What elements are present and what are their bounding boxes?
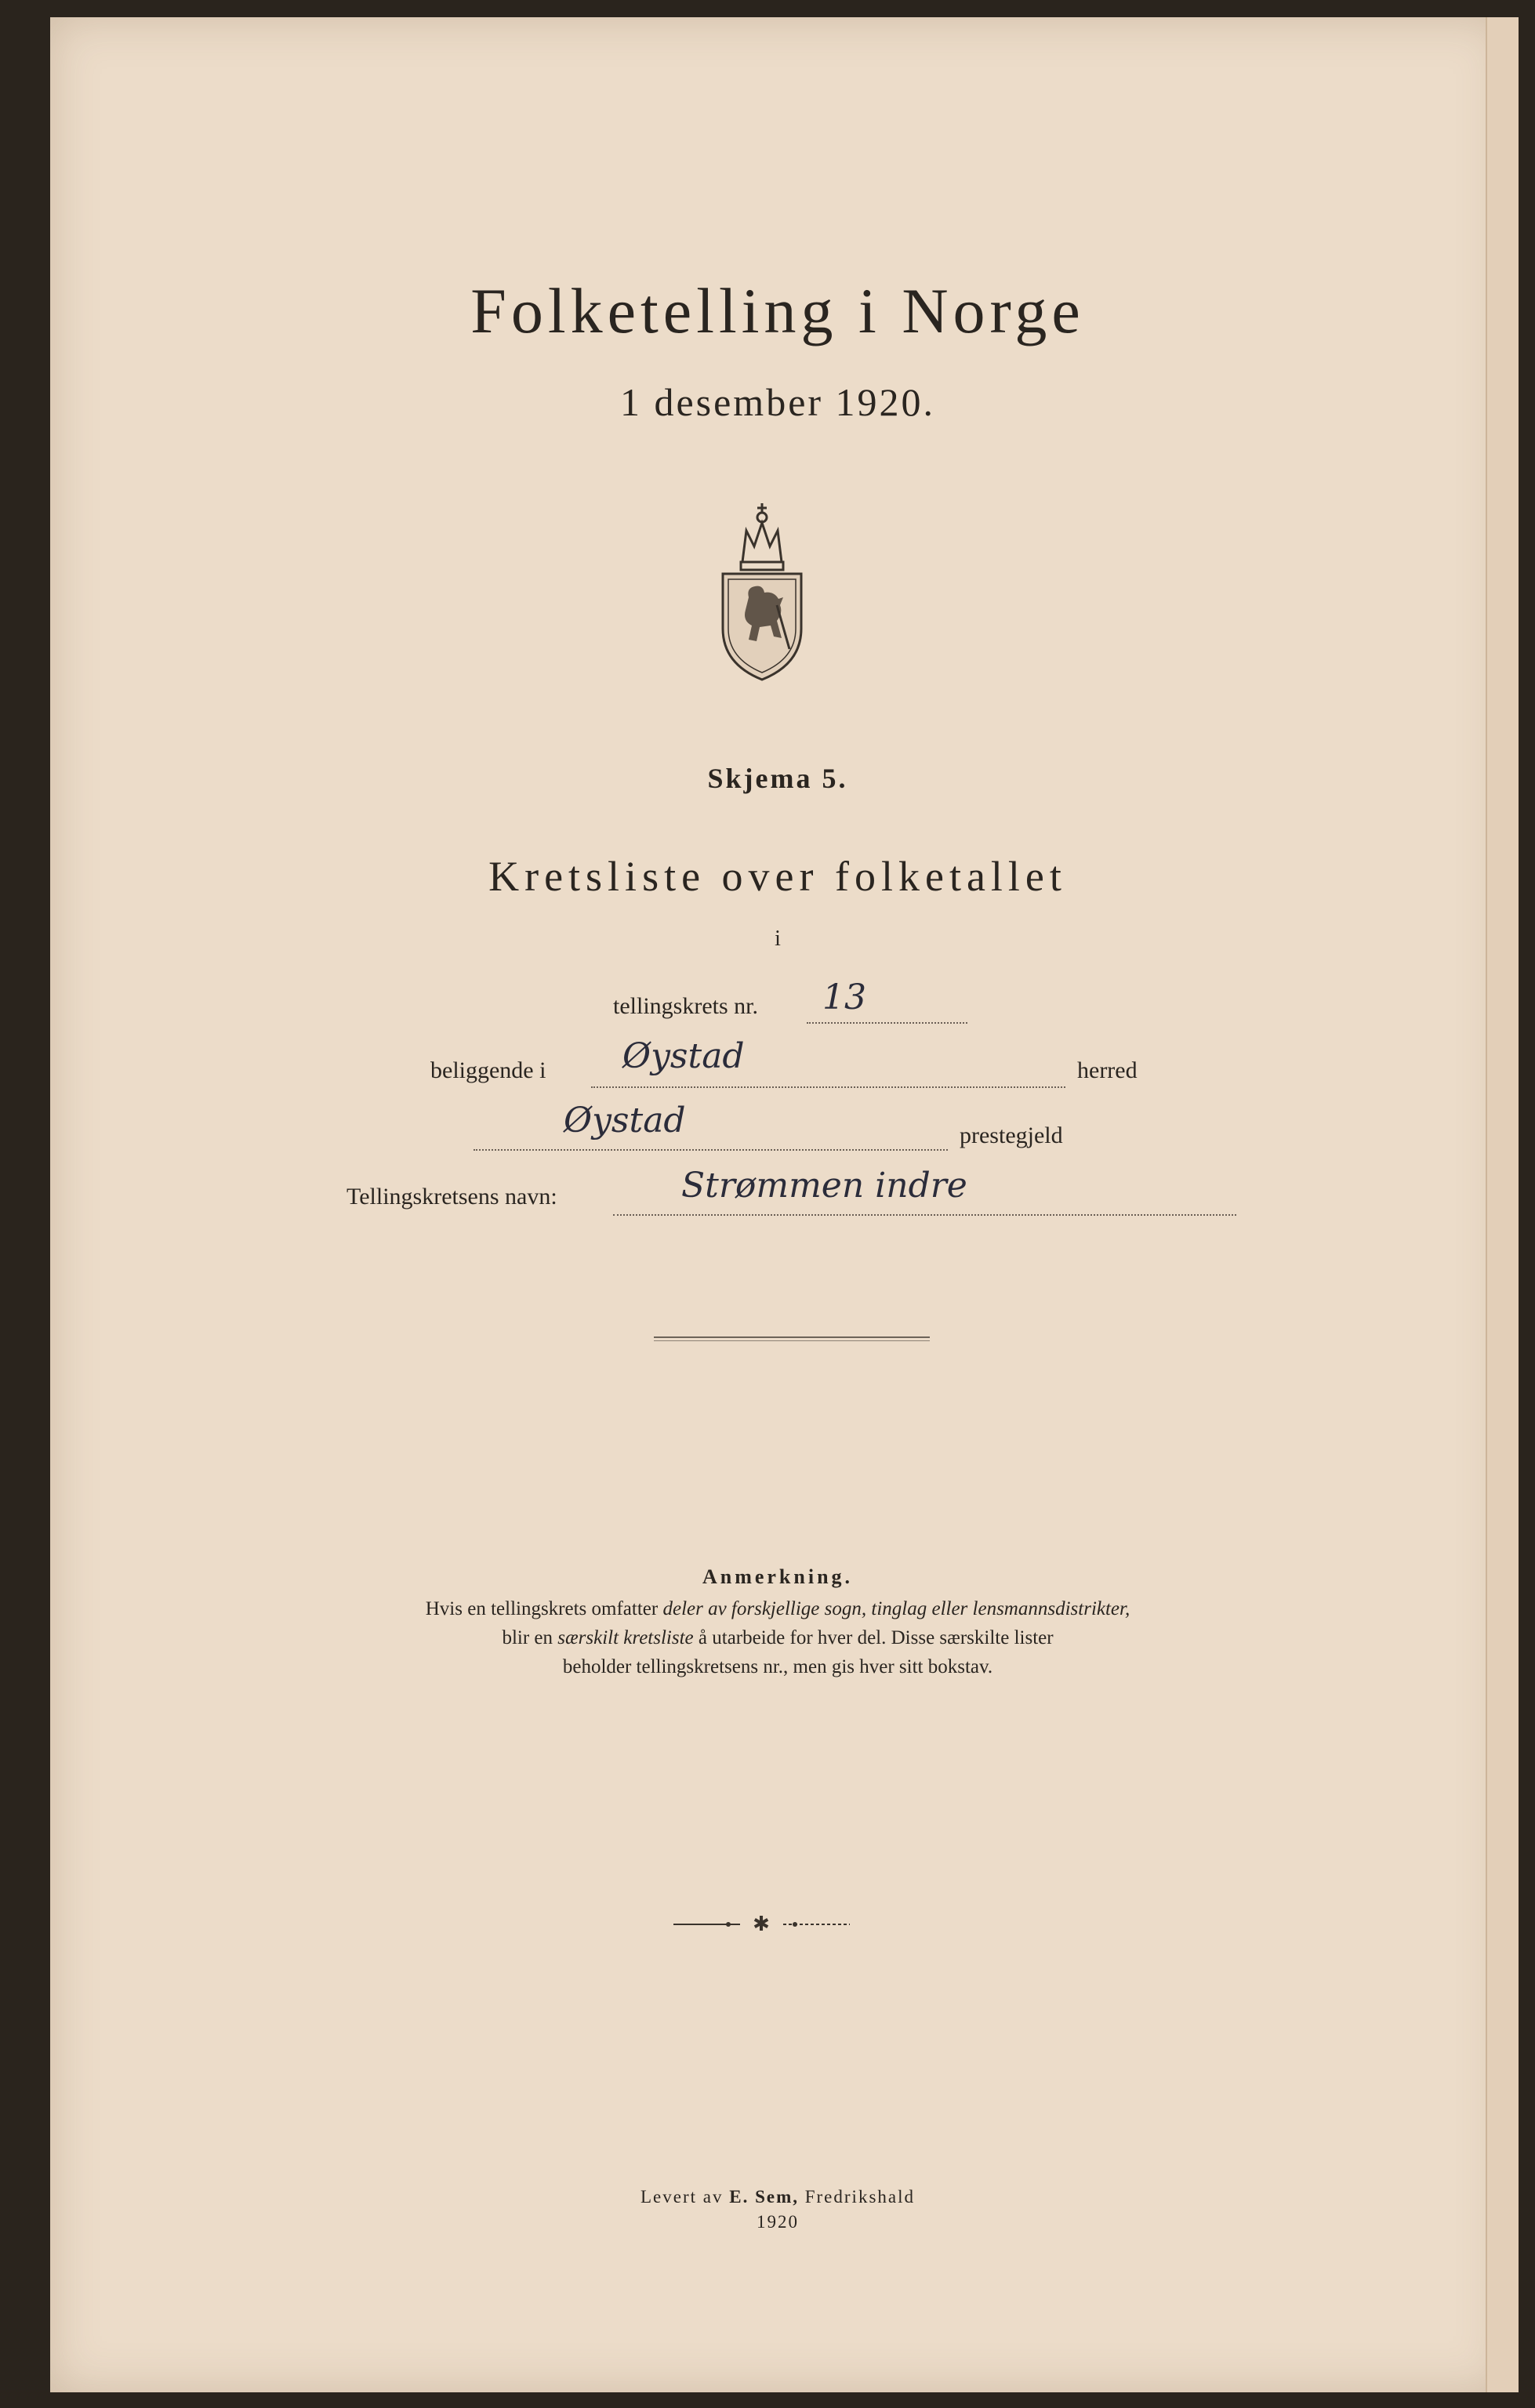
printer-credit <box>50 2187 1505 2207</box>
note-line-1-text: Hvis en tellingskrets omfatter <box>425 1598 663 1619</box>
printer-year: 1920 <box>757 2212 799 2232</box>
krets-number-line <box>807 1022 967 1024</box>
krets-name-label: Tellingskretsens navn: <box>347 1184 557 1209</box>
document-page <box>50 17 1505 2392</box>
note-title: Anmerkning. <box>702 1565 854 1588</box>
location-label: beliggende i <box>430 1057 546 1083</box>
krets-name-value: Strømmen indre <box>681 1166 967 1206</box>
connector-text: i <box>775 927 781 951</box>
printer-name: E. Sem, <box>729 2187 799 2207</box>
krets-number-value: 13 <box>822 977 866 1017</box>
note-line-1-italic: deler av forskjellige sogn, tinglag eller lensmannsdistrikter, <box>662 1598 1130 1619</box>
divider-rule <box>654 1336 930 1338</box>
prestegjeld-label: prestegjeld <box>960 1122 1063 1148</box>
note-line-2-italic: særskilt kretsliste <box>557 1627 694 1648</box>
herred-line <box>591 1086 1065 1088</box>
herred-label: herred <box>1077 1057 1138 1083</box>
prestegjeld-line <box>474 1149 948 1151</box>
divider-rule-thin <box>654 1340 930 1341</box>
page-edge <box>1486 17 1519 2392</box>
schema-number: Skjema 5. <box>707 763 848 794</box>
note-line-2 <box>50 1627 1505 1649</box>
printer-prefix: Levert av <box>640 2187 730 2207</box>
note-line-3: beholder tellingskretsens nr., men gis hver sitt bokstav. <box>562 1656 993 1677</box>
form-heading: Kretsliste over folketallet <box>488 853 1067 900</box>
herred-value: Øystad <box>622 1036 745 1076</box>
prestegjeld-value: Øystad <box>564 1101 686 1141</box>
krets-number-label: tellingskrets nr. <box>613 993 758 1019</box>
printer-place: Fredrikshald <box>798 2187 915 2207</box>
svg-text:✱: ✱ <box>753 1913 770 1936</box>
ornament-divider-icon <box>673 1913 850 1936</box>
document-title: Folketelling i Norge <box>470 275 1085 346</box>
note-line-2-rest: å utarbeide for hver del. Disse særskilte lister <box>693 1627 1054 1648</box>
note-line-1 <box>50 1598 1505 1620</box>
note-line-2-text: blir en <box>502 1627 558 1648</box>
census-date: 1 desember 1920. <box>619 380 936 424</box>
krets-name-line <box>613 1214 1236 1216</box>
norwegian-coat-of-arms-icon <box>711 488 813 684</box>
